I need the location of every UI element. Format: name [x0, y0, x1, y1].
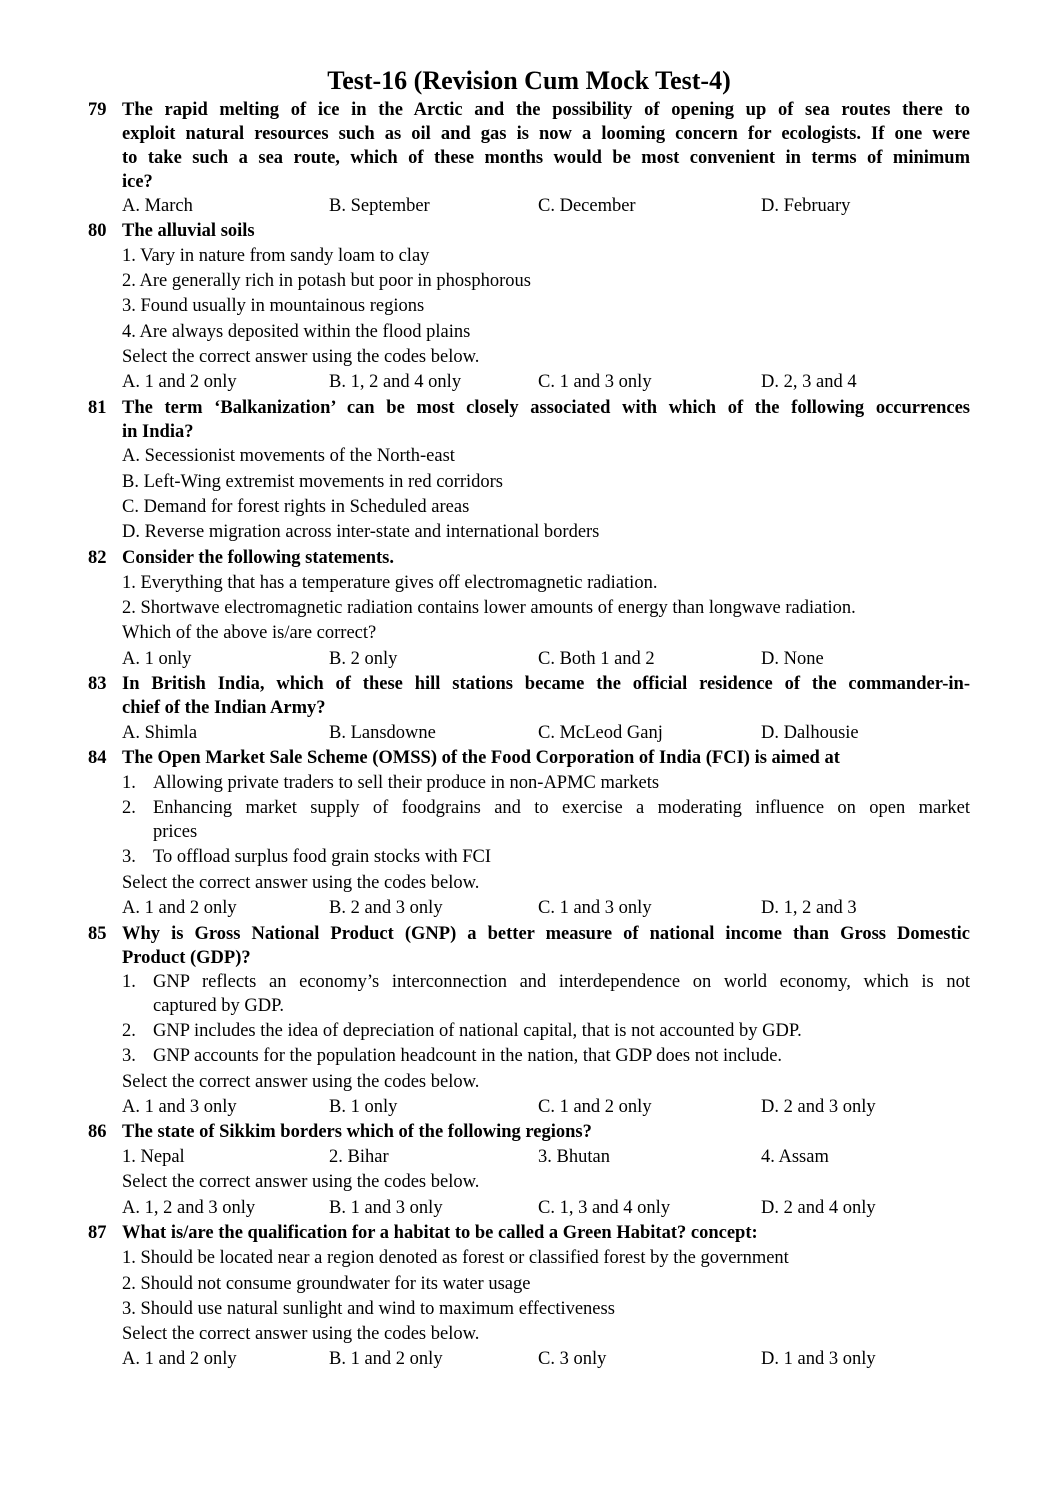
statement-number: 3.: [122, 1046, 136, 1066]
option-c: C. 1 and 3 only: [538, 372, 652, 392]
option-c: C. 3 only: [538, 1349, 607, 1369]
question-text: Product (GDP)?: [122, 948, 251, 968]
question-number: 82: [88, 548, 107, 568]
question-text: Why is Gross National Product (GNP) a better measure of national income than Gross Domestic: [122, 924, 970, 944]
statement: 4. Are always deposited within the flood plains: [122, 322, 471, 342]
option-b: B. 1 and 3 only: [329, 1198, 443, 1218]
option-a: A. 1 and 3 only: [122, 1097, 237, 1117]
option-a: A. 1 and 2 only: [122, 1349, 237, 1369]
statement: 2. Shortwave electromagnetic radiation contains lower amounts of energy than longwave radiation.: [122, 598, 856, 618]
statement: 2. Should not consume groundwater for its water usage: [122, 1274, 531, 1294]
option-a: A. 1 and 2 only: [122, 898, 237, 918]
option-d: D. Reverse migration across inter-state and international borders: [122, 522, 600, 542]
question-text: ice?: [122, 172, 153, 192]
statement-number: 1.: [122, 773, 136, 793]
question-number: 85: [88, 924, 107, 944]
instruction: Select the correct answer using the codes below.: [122, 1172, 480, 1192]
option-c: C. Both 1 and 2: [538, 649, 655, 669]
question-text: The term ‘Balkanization’ can be most closely associated with which of the following occurrences: [122, 398, 970, 418]
question-number: 83: [88, 674, 107, 694]
instruction: Select the correct answer using the codes below.: [122, 1072, 480, 1092]
option-d: D. 1 and 3 only: [761, 1349, 876, 1369]
option-b: B. September: [329, 196, 430, 216]
option-c: C. 1 and 3 only: [538, 898, 652, 918]
question-number: 79: [88, 100, 107, 120]
instruction: Select the correct answer using the codes below.: [122, 347, 480, 367]
option-a: A. 1, 2 and 3 only: [122, 1198, 256, 1218]
statement: Enhancing market supply of foodgrains and to exercise a moderating influence on open market: [153, 798, 970, 818]
option-b: B. 2 only: [329, 649, 398, 669]
question-number: 81: [88, 398, 107, 418]
option-d: D. None: [761, 649, 824, 669]
statement: prices: [153, 822, 198, 842]
statement: 3. Should use natural sunlight and wind to maximum effectiveness: [122, 1299, 615, 1319]
question-text: What is/are the qualification for a habitat to be called a Green Habitat? concept:: [122, 1223, 758, 1243]
question-number: 84: [88, 748, 107, 768]
statement-number: 2.: [122, 1021, 136, 1041]
region-item: 1. Nepal: [122, 1147, 185, 1167]
option-a: A. 1 only: [122, 649, 192, 669]
question-number: 86: [88, 1122, 107, 1142]
option-b: B. 1 only: [329, 1097, 398, 1117]
option-b: B. 1, 2 and 4 only: [329, 372, 462, 392]
option-c: C. Demand for forest rights in Scheduled areas: [122, 497, 470, 517]
question-text: Consider the following statements.: [122, 548, 395, 568]
option-d: D. 2, 3 and 4: [761, 372, 857, 392]
question-text: The state of Sikkim borders which of the following regions?: [122, 1122, 592, 1142]
page-title: Test-16 (Revision Cum Mock Test-4): [327, 66, 731, 95]
option-b: B. 2 and 3 only: [329, 898, 443, 918]
question-number: 87: [88, 1223, 107, 1243]
option-a: A. March: [122, 196, 193, 216]
option-c: C. McLeod Ganj: [538, 723, 663, 743]
option-d: D. 2 and 3 only: [761, 1097, 876, 1117]
statement: 1. Everything that has a temperature gives off electromagnetic radiation.: [122, 573, 658, 593]
question-text: to take such a sea route, which of these months would be most convenient in terms of minimum: [122, 148, 970, 168]
statement: GNP includes the idea of depreciation of national capital, that is not accounted by GDP.: [153, 1021, 802, 1041]
option-b: B. Lansdowne: [329, 723, 436, 743]
statement: 1. Should be located near a region denoted as forest or classified forest by the government: [122, 1248, 789, 1268]
region-item: 4. Assam: [761, 1147, 829, 1167]
option-d: D. February: [761, 196, 851, 216]
option-d: D. Dalhousie: [761, 723, 859, 743]
question-text: In British India, which of these hill stations became the official residence of the commander-in-: [122, 674, 970, 694]
statement-number: 2.: [122, 798, 136, 818]
instruction: Which of the above is/are correct?: [122, 623, 377, 643]
option-d: D. 1, 2 and 3: [761, 898, 857, 918]
option-c: C. 1 and 2 only: [538, 1097, 652, 1117]
statement: To offload surplus food grain stocks with FCI: [153, 847, 492, 867]
statement: GNP accounts for the population headcount in the nation, that GDP does not include.: [153, 1046, 783, 1066]
question-text: in India?: [122, 422, 194, 442]
statement: GNP reflects an economy’s interconnection and interdependence on world economy, which is not: [153, 972, 970, 992]
option-b: B. Left-Wing extremist movements in red corridors: [122, 472, 503, 492]
region-item: 3. Bhutan: [538, 1147, 610, 1167]
question-text: The Open Market Sale Scheme (OMSS) of the Food Corporation of India (FCI) is aimed at: [122, 748, 840, 768]
statement-number: 1.: [122, 972, 136, 992]
option-b: B. 1 and 2 only: [329, 1349, 443, 1369]
option-c: C. 1, 3 and 4 only: [538, 1198, 671, 1218]
question-text: exploit natural resources such as oil and gas is now a looming concern for ecologists. If one were: [122, 124, 970, 144]
option-a: A. Secessionist movements of the North-east: [122, 446, 455, 466]
statement: 3. Found usually in mountainous regions: [122, 296, 425, 316]
instruction: Select the correct answer using the codes below.: [122, 873, 480, 893]
question-text: The alluvial soils: [122, 221, 255, 241]
region-item: 2. Bihar: [329, 1147, 389, 1167]
statement-number: 3.: [122, 847, 136, 867]
question-text: chief of the Indian Army?: [122, 698, 326, 718]
statement: 2. Are generally rich in potash but poor in phosphorous: [122, 271, 531, 291]
option-a: A. Shimla: [122, 723, 198, 743]
instruction: Select the correct answer using the codes below.: [122, 1324, 480, 1344]
question-number: 80: [88, 221, 107, 241]
option-a: A. 1 and 2 only: [122, 372, 237, 392]
statement: captured by GDP.: [153, 996, 285, 1016]
option-d: D. 2 and 4 only: [761, 1198, 876, 1218]
statement: 1. Vary in nature from sandy loam to clay: [122, 246, 430, 266]
option-c: C. December: [538, 196, 636, 216]
question-text: The rapid melting of ice in the Arctic and the possibility of opening up of sea routes there to: [122, 100, 970, 120]
statement: Allowing private traders to sell their produce in non-APMC markets: [153, 773, 660, 793]
